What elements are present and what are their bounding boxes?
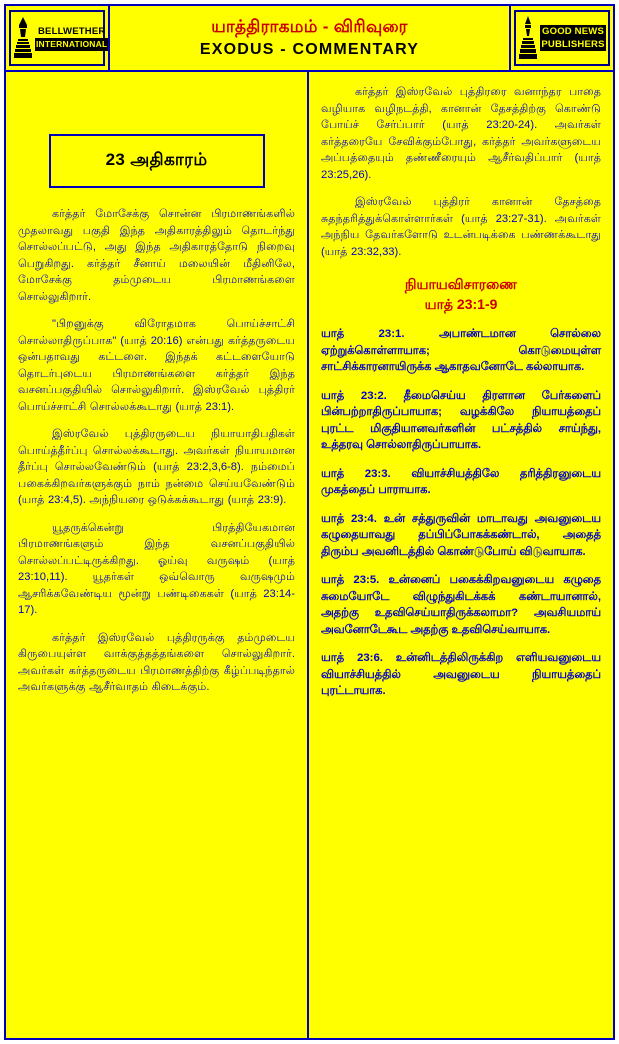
chapter-heading-label: 23 அதிகாரம் bbox=[105, 150, 208, 169]
good-news-publishers-logo bbox=[509, 6, 613, 70]
verse-text: யாத் 23:6. உன்னிடத்திலிருக்கிற எளியவனுடைய வியாச்சியத்தில் அவனுடைய நியாயத்தைப் புரட்டாயாக. bbox=[321, 652, 601, 697]
header-titles bbox=[110, 6, 509, 70]
page-frame bbox=[4, 4, 615, 1040]
bellwether-logo-inner bbox=[9, 10, 108, 66]
page-title-english: EXODUS - COMMENTARY bbox=[199, 41, 420, 58]
good-news-logo-inner bbox=[514, 10, 610, 66]
bellwether-logo-line1: BELLWETHER bbox=[37, 26, 106, 37]
paragraph: கர்த்தர் மோசேக்கு சொன்ன பிரமாணங்களில் முதலாவது பகுதி இந்த அதிகாரத்திலும் தொடர்ந்து சொல்லப்பட்டு, அது இந்த அதிகாரத்தோடு நிறைவு பெறுகிறது. கர்த்தர் சீனாய் மலையின் மீதினிலே, மோசேக்கு தம்முடைய பிரமாணங்களை சொல்லுகிறார். bbox=[18, 208, 295, 303]
right-column bbox=[309, 72, 613, 1038]
bellwether-international-logo bbox=[6, 6, 110, 70]
torch-icon bbox=[518, 15, 538, 61]
paragraph: "பிறனுக்கு விரோதமாக பொய்ச்சாட்சி சொல்லாதிருப்பாக" (யாத் 20:16) என்பது கர்த்தருடைய ஒன்பதாவது கட்டளை. இந்தக் கட்டளையோடு தொடர்புடைய பிரமாணங்களை கர்த்தர் இந்த வசனப்பகுதியில் சொல்லுகிறார். இஸ்ரவேல் புத்திரர் பொய்ச்சாட்சி சொல்லக்கூடாது (யாத் 23:1). bbox=[18, 318, 295, 413]
section-heading-line1: நியாயவிசாரணை bbox=[404, 276, 518, 292]
paragraph: கர்த்தர் இஸ்ரவேல் புத்திரருக்கு தம்முடைய கிருபையுள்ள வாக்குத்தத்தங்களை சொல்லுகிறார். அவர்கள் கர்த்தருடைய பிரமாணத்திற்கு கீழ்ப்படிந்தால் அவர்களுக்கு ஆசீர்வாதம் கிடைக்கும். bbox=[18, 631, 295, 693]
left-column bbox=[6, 72, 309, 1038]
bellwether-logo-line2: INTERNATIONAL bbox=[36, 39, 108, 49]
verse-text: யாத் 23:5. உன்னைப் பகைக்கிறவனுடைய கழுதை சுமையோடே விழுந்துகிடக்கக் கண்டாயானால், அதற்கு உதவிசெய்யாதிருக்கலாமா? அவசியமாய் அவனோடேகூட அதற்கு உதவிசெய்வாயாக. bbox=[321, 574, 601, 636]
good-news-logo-line2: PUBLISHERS bbox=[541, 39, 605, 50]
bell-tower-icon bbox=[13, 15, 33, 61]
page-body bbox=[6, 72, 613, 1038]
page-title-tamil: யாத்திராகமம் - விரிவுரை bbox=[211, 17, 408, 36]
verse-text: யாத் 23:4. உன் சத்துருவின் மாடாவது அவனுடைய கழுதையாவது தப்பிப்போகக்கண்டால், அதைத் திரும்ப அவனிடத்தில் கொண்டுபோய் விடுவாயாக. bbox=[321, 512, 601, 558]
verse-text: யாத் 23:1. அபாண்டமான சொல்லை ஏற்றுக்கொள்ளாயாக; கொடுமையுள்ள சாட்சிக்காரனாயிருக்க ஆகாதவனோடே கல்லாயாக. bbox=[321, 328, 601, 373]
paragraph: கர்த்தர் இஸ்ரவேல் புத்திரரை வனாந்தர பாதை வழியாக வழிநடத்தி, கானான் தேசத்திற்கு கொண்டு போய்ச் சேர்ப்பார் (யாத் 23:20-24). அவர்கள் கர்த்தரையே சேவிக்கும்போது, கர்த்தர் அவர்களுடைய அப்பத்தையும் தண்ணீரையும் ஆசீர்வதிப்பார் (யாத் 23:25,26). bbox=[321, 86, 601, 181]
paragraph: யூதருக்கென்று பிரத்தியேகமான பிரமாணங்களும் இந்த வசனப்பகுதியில் சொல்லப்பட்டிருக்கிறது. ஓய்வு வருஷம் (யாத் 23:10,11). யூதர்கள் ஒவ்வொரு வருஷமும் ஆசரிக்கவேண்டிய மூன்று பண்டிகைகள் (யாத் 23:14-17). bbox=[18, 521, 295, 616]
chapter-heading-box bbox=[49, 134, 265, 188]
section-heading-line2: யாத் 23:1-9 bbox=[424, 296, 498, 312]
verse-text: யாத் 23:3. வியாச்சியத்திலே தரித்திரனுடைய முகத்தைப் பாராயாக. bbox=[321, 467, 601, 496]
page-header bbox=[6, 6, 613, 72]
verse-text: யாத் 23:2. தீமைசெய்ய திரளான பேர்களைப் பின்பற்றாதிருப்பாயாக; வழக்கிலே நியாயத்தைப் புரட்ட மிகுதியானவர்களின் பட்சத்தில் சாய்ந்து, உத்தரவு சொல்லாதிருப்பாயாக. bbox=[321, 389, 601, 451]
good-news-logo-line1: GOOD NEWS bbox=[540, 25, 606, 38]
paragraph: இஸ்ரவேல் புத்திரருடைய நியாயாதிபதிகள் பொய்த்தீர்ப்பு சொல்லக்கூடாது. அவர்கள் நியாயமான தீர்ப்பு சொல்லவேண்டும் (யாத் 23:2,3,6-8). நம்மைப் பகைக்கிறவர்களுக்கும் நாம் நன்மை செய்யவேண்டும் (யாத் 23:4,5). அந்நியரை ஒடுக்கக்கூடாது (யாத் 23:9). bbox=[18, 428, 295, 506]
section-heading bbox=[321, 274, 601, 314]
paragraph: இஸ்ரவேல் புத்திரர் கானான் தேசத்தை சுதந்தரித்துக்கொள்ளார்கள் (யாத் 23:27-31). அவர்கள் அந்நிய தேவர்களோடு உடன்படிக்கை பண்ணக்கூடாது (யாத் 23:32,33). bbox=[321, 196, 601, 258]
